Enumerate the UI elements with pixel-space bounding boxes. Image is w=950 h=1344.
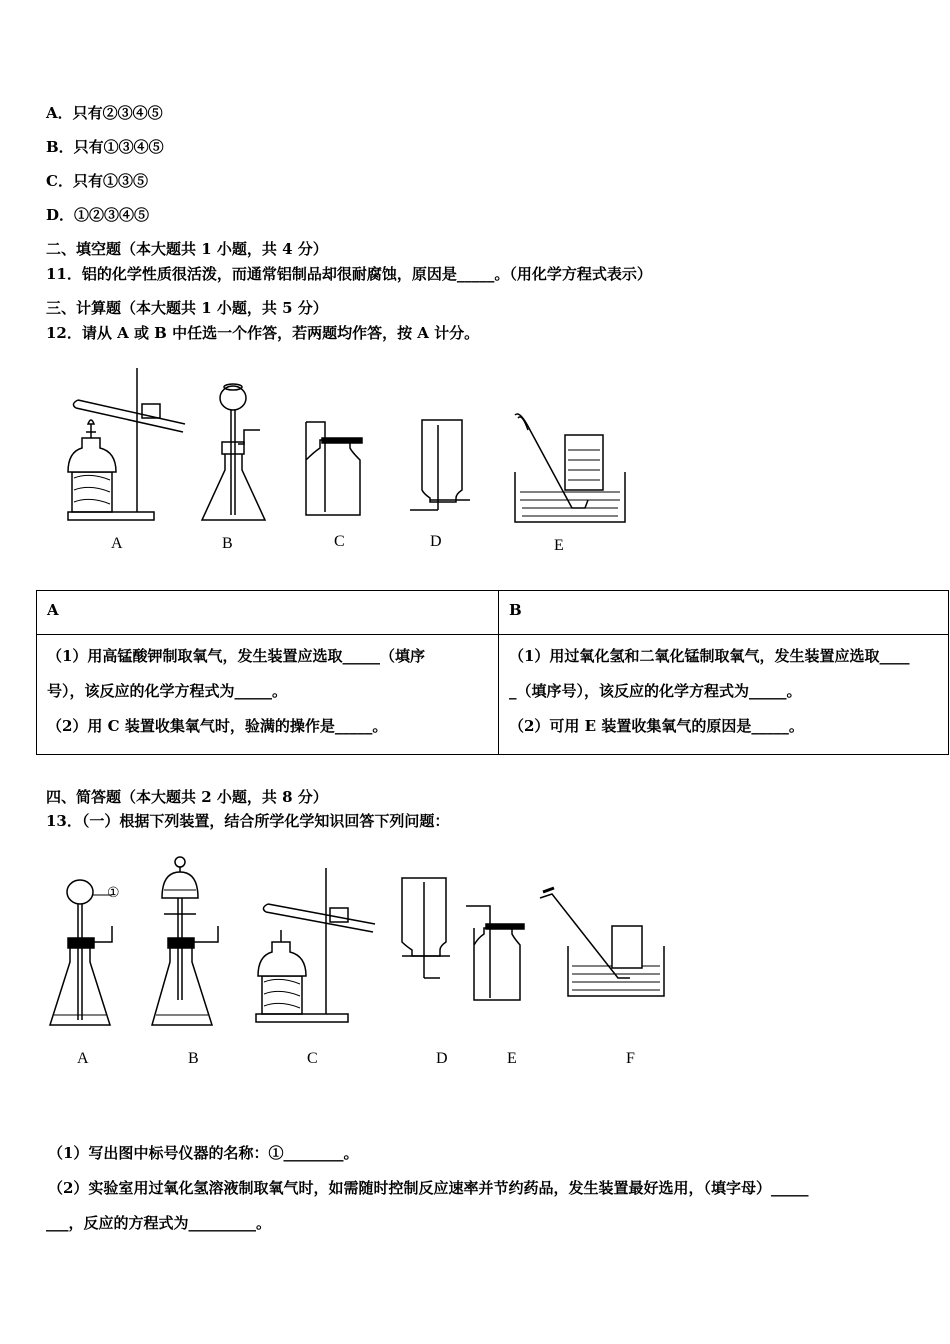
fig2-label-a: A — [77, 1050, 89, 1067]
table-cell-b — [499, 635, 949, 755]
table-cell-a — [37, 635, 499, 755]
table-b-line-2: _（填序号），该反应的化学方程式为_____。 — [509, 682, 802, 700]
question-13-part-2a: （2）实验室用过氧化氢溶液制取氧气时，如需随时控制反应速率并节约药品，发生装置最好选用，（填字母）_____ — [48, 1179, 809, 1197]
question-13: 13．（一）根据下列装置，结合所学化学知识回答下列问题： — [46, 812, 450, 830]
question-12-table — [36, 590, 949, 755]
fig1-label-b: B — [222, 535, 233, 552]
apparatus-2e-drawing — [466, 906, 524, 1000]
apparatus-2b-drawing — [152, 857, 218, 1025]
apparatus-2c-drawing — [256, 868, 375, 1022]
question-11: 11．铝的化学性质很活泼，而通常铝制品却很耐腐蚀，原因是_____。（用化学方程式表示） — [46, 265, 652, 283]
option-d: D．①②③④⑤ — [46, 206, 150, 224]
fig2-label-c: C — [307, 1050, 318, 1067]
fig2-marker-1: ① — [107, 886, 120, 901]
fig1-label-a: A — [111, 535, 123, 552]
table-a-line-2: 号），该反应的化学方程式为_____。 — [47, 682, 288, 700]
table-b-line-3: （2）可用 E 装置收集氧气的原因是_____。 — [509, 717, 804, 735]
table-b-line-1: （1）用过氧化氢和二氧化锰制取氧气，发生装置应选取____ — [509, 647, 910, 665]
apparatus-b-drawing — [202, 384, 265, 520]
apparatus-2f-drawing — [540, 888, 664, 996]
table-a-line-3: （2）用 C 装置收集氧气时，验满的操作是_____。 — [47, 717, 388, 735]
fig1-label-c: C — [334, 533, 345, 550]
table-header-b: B — [499, 591, 949, 635]
question-13-part-2b: ___，反应的方程式为_________。 — [46, 1214, 272, 1232]
table-header-a: A — [37, 591, 499, 635]
question-13-part-1: （1）写出图中标号仪器的名称：①________。 — [48, 1144, 359, 1162]
apparatus-a-drawing — [68, 368, 185, 520]
option-b: B．只有①③④⑤ — [46, 138, 164, 156]
section2-heading: 二、填空题（本大题共 1 小题，共 4 分） — [46, 240, 328, 258]
fig1-label-d: D — [430, 533, 442, 550]
section4-heading: 四、简答题（本大题共 2 小题，共 8 分） — [46, 788, 328, 806]
apparatus-c-drawing — [306, 422, 362, 515]
fig2-label-f: F — [626, 1050, 635, 1067]
apparatus-2d-drawing — [402, 878, 450, 978]
apparatus-d-drawing — [410, 420, 470, 510]
option-a: A．只有②③④⑤ — [46, 104, 163, 122]
apparatus-e-drawing — [515, 414, 625, 522]
table-a-line-1: （1）用高锰酸钾制取氧气，发生装置应选取_____（填序 — [47, 647, 425, 665]
fig1-label-e: E — [554, 537, 564, 554]
fig2-label-d: D — [436, 1050, 448, 1067]
fig2-label-e: E — [507, 1050, 517, 1067]
apparatus-figure-1 — [60, 360, 660, 560]
apparatus-figure-2 — [40, 850, 680, 1040]
fig2-label-b: B — [188, 1050, 199, 1067]
question-12: 12．请从 A 或 B 中任选一个作答，若两题均作答，按 A 计分。 — [46, 324, 480, 342]
apparatus-2a-drawing — [50, 880, 112, 1025]
option-c: C．只有①③⑤ — [46, 172, 148, 190]
section3-heading: 三、计算题（本大题共 1 小题，共 5 分） — [46, 299, 328, 317]
